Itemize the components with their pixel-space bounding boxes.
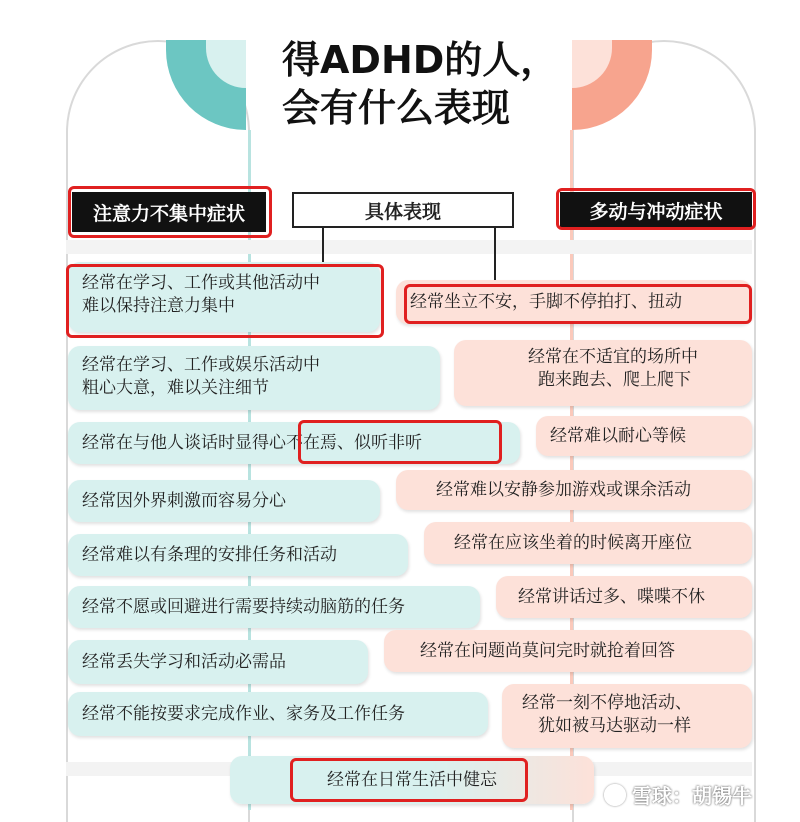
left-item-7 bbox=[68, 640, 368, 684]
left-item-2 bbox=[68, 346, 440, 410]
right-item-1-highlight bbox=[404, 284, 752, 324]
left-item-2-line1: 经常在学习、工作或娱乐活动中 bbox=[82, 355, 320, 375]
right-item-8-line1: 经常一刻不停地活动、 bbox=[522, 693, 692, 713]
left-item-1-line1: 经常在学习、工作或其他活动中 bbox=[82, 273, 320, 293]
right-item-8 bbox=[502, 684, 752, 748]
left-item-5-label: 经常难以有条理的安排任务和活动 bbox=[82, 544, 337, 565]
right-item-2 bbox=[454, 340, 752, 406]
right-item-3-label: 经常难以耐心等候 bbox=[550, 425, 686, 446]
right-item-8-line2: 犹如被马达驱动一样 bbox=[538, 716, 691, 736]
right-item-7 bbox=[384, 630, 752, 672]
title-line2: 会有什么表现 bbox=[282, 86, 511, 130]
bottom-item-highlight bbox=[290, 758, 528, 802]
left-item-3-label: 经常在与他人谈话时显得心不在焉、似听非听 bbox=[82, 432, 422, 453]
page-title bbox=[282, 36, 558, 132]
watermark bbox=[604, 780, 752, 809]
right-item-5-label: 经常在应该坐着的时候离开座位 bbox=[454, 532, 692, 553]
title-line1: 得ADHD的人， bbox=[282, 38, 559, 82]
center-header bbox=[292, 192, 514, 228]
right-item-6-label: 经常讲话过多、喋喋不休 bbox=[518, 586, 705, 607]
left-item-6 bbox=[68, 586, 480, 628]
connector-right bbox=[494, 228, 496, 288]
right-item-1-label: 经常坐立不安，手脚不停拍打、扭动 bbox=[410, 291, 682, 312]
left-item-2-line2: 粗心大意，难以关注细节 bbox=[82, 378, 269, 398]
left-item-1-line2: 难以保持注意力集中 bbox=[82, 296, 235, 316]
left-item-4-label: 经常因外界刺激而容易分心 bbox=[82, 490, 286, 511]
left-item-8-label: 经常不能按要求完成作业、家务及工作任务 bbox=[82, 703, 405, 724]
left-item-1-highlight bbox=[66, 264, 384, 338]
left-item-6-label: 经常不愿或回避进行需要持续动脑筋的任务 bbox=[82, 596, 405, 617]
snowball-logo-icon bbox=[604, 784, 626, 806]
bottom-item-label: 经常在日常生活中健忘 bbox=[327, 769, 497, 790]
right-item-4-label: 经常难以安静参加游戏或课余活动 bbox=[436, 479, 691, 500]
left-item-4 bbox=[68, 480, 380, 522]
right-item-4 bbox=[396, 470, 752, 510]
right-header-label: 多动与冲动症状 bbox=[589, 200, 723, 223]
right-item-2-line2: 跑来跑去、爬上爬下 bbox=[538, 370, 691, 390]
right-item-2-line1: 经常在不适宜的场所中 bbox=[528, 347, 698, 367]
left-item-8 bbox=[68, 692, 488, 736]
left-item-5 bbox=[68, 534, 408, 576]
right-item-6 bbox=[496, 576, 752, 618]
watermark-text: 雪球：胡锡牛 bbox=[632, 784, 752, 808]
left-header-highlight bbox=[68, 186, 272, 238]
right-header-highlight bbox=[556, 188, 756, 230]
right-item-3 bbox=[536, 416, 752, 456]
left-header-label: 注意力不集中症状 bbox=[92, 202, 245, 225]
left-item-3-highlight bbox=[298, 420, 502, 464]
right-item-5 bbox=[424, 522, 752, 564]
band-row bbox=[66, 240, 752, 254]
connector-left bbox=[322, 228, 324, 264]
left-item-7-label: 经常丢失学习和活动必需品 bbox=[82, 651, 286, 672]
right-item-7-label: 经常在问题尚莫问完时就抢着回答 bbox=[420, 640, 675, 661]
center-header-label: 具体表现 bbox=[364, 200, 441, 223]
